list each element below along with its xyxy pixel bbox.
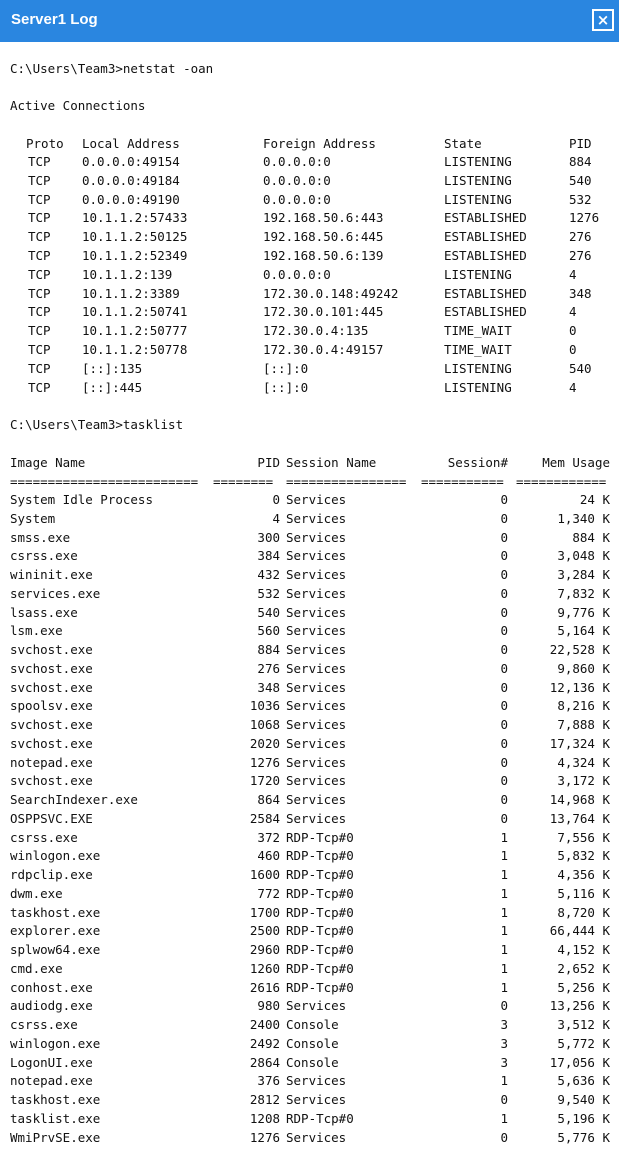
cell-task-pid: 2812 xyxy=(249,1092,280,1107)
header-proto: Proto xyxy=(26,136,64,151)
cell-state: ESTABLISHED xyxy=(444,210,527,226)
cell-session-name: RDP-Tcp#0 xyxy=(286,904,354,920)
cell-pid: 532 xyxy=(569,191,592,207)
cell-session-name: Services xyxy=(286,623,347,639)
cell-pid: 348 xyxy=(569,285,592,301)
cell-session-name: RDP-Tcp#0 xyxy=(286,829,354,845)
header-foreign-address: Foreign Address xyxy=(263,136,376,151)
separator-session-number: =========== xyxy=(421,474,504,489)
cell-mem-usage: 5,116 K xyxy=(557,885,610,901)
cell-task-pid: 4 xyxy=(272,510,280,526)
cell-mem-usage: 3,172 K xyxy=(557,773,610,789)
close-button[interactable] xyxy=(592,9,614,31)
blank-area xyxy=(560,70,612,122)
cell-foreign-address: [::]:0 xyxy=(263,360,309,376)
cell-state: ESTABLISHED xyxy=(444,304,527,320)
cell-session-name: Services xyxy=(286,735,347,751)
cell-task-pid: 376 xyxy=(257,1073,280,1089)
cell-foreign-address: 172.30.0.4:135 xyxy=(263,323,369,339)
header-image-name: Image Name xyxy=(10,455,86,470)
cell-session-number: 0 xyxy=(500,717,508,732)
cell-image-name: conhost.exe xyxy=(10,979,93,995)
cell-proto: TCP xyxy=(28,172,51,188)
cell-local-address: 10.1.1.2:50778 xyxy=(82,342,188,357)
cell-session-name: Services xyxy=(286,1073,347,1089)
cell-foreign-address: 192.168.50.6:445 xyxy=(263,229,384,245)
cell-image-name: System xyxy=(10,510,56,526)
cell-session-name: Services xyxy=(286,567,347,582)
cell-session-number: 0 xyxy=(500,623,508,639)
cell-task-pid: 348 xyxy=(257,679,280,695)
cell-state: TIME_WAIT xyxy=(444,342,512,357)
cell-task-pid: 432 xyxy=(257,567,280,582)
cell-mem-usage: 14,968 K xyxy=(549,792,610,807)
cell-proto: TCP xyxy=(28,360,51,376)
cell-mem-usage: 7,556 K xyxy=(557,829,610,845)
cell-session-number: 0 xyxy=(500,1129,508,1145)
cell-session-number: 0 xyxy=(500,492,508,507)
cell-task-pid: 460 xyxy=(257,848,280,864)
cell-mem-usage: 3,048 K xyxy=(557,548,610,564)
cell-image-name: audiodg.exe xyxy=(10,998,93,1014)
cell-image-name: splwow64.exe xyxy=(10,942,101,957)
cell-image-name: tasklist.exe xyxy=(10,1110,101,1126)
cell-foreign-address: 0.0.0.0:0 xyxy=(263,172,331,188)
cell-image-name: svchost.exe xyxy=(10,660,93,676)
cell-state: LISTENING xyxy=(444,172,512,188)
cell-image-name: notepad.exe xyxy=(10,1073,93,1089)
cell-task-pid: 384 xyxy=(257,548,280,564)
cell-local-address: [::]:135 xyxy=(82,360,143,376)
cell-image-name: explorer.exe xyxy=(10,923,101,939)
cell-mem-usage: 12,136 K xyxy=(549,679,610,695)
cell-mem-usage: 5,256 K xyxy=(557,979,610,995)
cell-mem-usage: 22,528 K xyxy=(549,642,610,657)
cell-image-name: System Idle Process xyxy=(10,492,153,507)
cell-session-number: 0 xyxy=(500,792,508,807)
cell-mem-usage: 9,776 K xyxy=(557,604,610,620)
cell-mem-usage: 884 K xyxy=(572,529,610,545)
cell-image-name: svchost.exe xyxy=(10,773,93,789)
cell-image-name: taskhost.exe xyxy=(10,904,101,920)
cell-pid: 0 xyxy=(569,342,577,357)
cell-mem-usage: 4,152 K xyxy=(557,942,610,957)
cell-image-name: spoolsv.exe xyxy=(10,698,93,714)
cell-image-name: lsm.exe xyxy=(10,623,63,639)
close-icon: × xyxy=(596,11,610,29)
cell-image-name: svchost.exe xyxy=(10,717,93,732)
cell-image-name: csrss.exe xyxy=(10,548,78,564)
cell-session-name: Services xyxy=(286,810,347,826)
cell-session-name: RDP-Tcp#0 xyxy=(286,867,354,882)
cell-local-address: 0.0.0.0:49190 xyxy=(82,191,180,207)
cell-task-pid: 1600 xyxy=(249,867,280,882)
cell-image-name: dwm.exe xyxy=(10,885,63,901)
cell-foreign-address: 0.0.0.0:0 xyxy=(263,191,331,207)
cell-task-pid: 2492 xyxy=(249,1035,280,1051)
cell-image-name: csrss.exe xyxy=(10,829,78,845)
cell-task-pid: 884 xyxy=(257,642,280,657)
cell-task-pid: 1068 xyxy=(249,717,280,732)
cell-image-name: WmiPrvSE.exe xyxy=(10,1129,101,1145)
cell-mem-usage: 8,216 K xyxy=(557,698,610,714)
cell-session-number: 0 xyxy=(500,1092,508,1107)
cell-pid: 276 xyxy=(569,248,592,263)
cell-proto: TCP xyxy=(28,248,51,263)
cell-session-number: 1 xyxy=(500,1110,508,1126)
cell-image-name: svchost.exe xyxy=(10,735,93,751)
cell-mem-usage: 9,540 K xyxy=(557,1092,610,1107)
cell-session-number: 3 xyxy=(500,1017,508,1032)
header-session-number: Session# xyxy=(447,455,508,470)
cell-task-pid: 1276 xyxy=(249,1129,280,1145)
cell-proto: TCP xyxy=(28,323,51,339)
cell-image-name: svchost.exe xyxy=(10,679,93,695)
cell-mem-usage: 4,324 K xyxy=(557,754,610,770)
cell-pid: 4 xyxy=(569,304,577,320)
cell-pid: 540 xyxy=(569,172,592,188)
cell-mem-usage: 7,832 K xyxy=(557,585,610,601)
cell-task-pid: 1260 xyxy=(249,960,280,976)
cell-proto: TCP xyxy=(28,191,51,207)
cell-session-number: 0 xyxy=(500,679,508,695)
cell-task-pid: 276 xyxy=(257,660,280,676)
cell-session-number: 0 xyxy=(500,510,508,526)
cell-session-number: 1 xyxy=(500,1073,508,1089)
cell-local-address: 0.0.0.0:49154 xyxy=(82,154,180,169)
tasklist-command: C:\Users\Team3>tasklist xyxy=(10,417,184,432)
cell-mem-usage: 5,832 K xyxy=(557,848,610,864)
cell-mem-usage: 13,764 K xyxy=(549,810,610,826)
cell-mem-usage: 66,444 K xyxy=(549,923,610,939)
cell-task-pid: 980 xyxy=(257,998,280,1014)
cell-mem-usage: 2,652 K xyxy=(557,960,610,976)
cell-mem-usage: 8,720 K xyxy=(557,904,610,920)
cell-session-name: Services xyxy=(286,585,347,601)
cell-foreign-address: 192.168.50.6:139 xyxy=(263,248,384,263)
cell-session-number: 0 xyxy=(500,773,508,789)
cell-task-pid: 2616 xyxy=(249,979,280,995)
cell-foreign-address: 192.168.50.6:443 xyxy=(263,210,384,226)
cell-state: ESTABLISHED xyxy=(444,285,527,301)
cell-pid: 4 xyxy=(569,379,577,395)
cell-mem-usage: 1,340 K xyxy=(557,510,610,526)
cell-session-number: 3 xyxy=(500,1035,508,1051)
cell-task-pid: 2864 xyxy=(249,1054,280,1070)
header-task-pid: PID xyxy=(257,455,280,470)
cell-pid: 0 xyxy=(569,323,577,339)
cell-session-name: Services xyxy=(286,717,347,732)
header-pid: PID xyxy=(569,136,592,151)
cell-local-address: 10.1.1.2:50777 xyxy=(82,323,188,339)
cell-image-name: OSPPSVC.EXE xyxy=(10,810,93,826)
cell-session-name: Services xyxy=(286,773,347,789)
cell-task-pid: 1208 xyxy=(249,1110,280,1126)
cell-pid: 276 xyxy=(569,229,592,245)
cell-session-name: Console xyxy=(286,1054,339,1070)
cell-session-number: 0 xyxy=(500,548,508,564)
cell-local-address: 10.1.1.2:52349 xyxy=(82,248,188,263)
cell-session-number: 1 xyxy=(500,904,508,920)
cell-local-address: 10.1.1.2:50125 xyxy=(82,229,188,245)
cell-mem-usage: 4,356 K xyxy=(557,867,610,882)
cell-local-address: 10.1.1.2:3389 xyxy=(82,285,180,301)
cell-image-name: svchost.exe xyxy=(10,642,93,657)
cell-session-number: 0 xyxy=(500,585,508,601)
cell-proto: TCP xyxy=(28,342,51,357)
cell-state: ESTABLISHED xyxy=(444,229,527,245)
cell-mem-usage: 24 K xyxy=(579,492,610,507)
cell-mem-usage: 5,636 K xyxy=(557,1073,610,1089)
cell-image-name: lsass.exe xyxy=(10,604,78,620)
cell-session-name: Services xyxy=(286,998,347,1014)
cell-image-name: LogonUI.exe xyxy=(10,1054,93,1070)
cell-image-name: services.exe xyxy=(10,585,101,601)
cell-foreign-address: 0.0.0.0:0 xyxy=(263,266,331,282)
active-connections-heading: Active Connections xyxy=(10,98,146,113)
cell-session-name: Services xyxy=(286,604,347,620)
cell-mem-usage: 3,512 K xyxy=(557,1017,610,1032)
cell-task-pid: 2400 xyxy=(249,1017,280,1032)
cell-task-pid: 532 xyxy=(257,585,280,601)
cell-task-pid: 540 xyxy=(257,604,280,620)
cell-mem-usage: 7,888 K xyxy=(557,717,610,732)
cell-proto: TCP xyxy=(28,285,51,301)
cell-state: LISTENING xyxy=(444,266,512,282)
cell-task-pid: 1036 xyxy=(249,698,280,714)
cell-session-number: 0 xyxy=(500,604,508,620)
cell-session-number: 1 xyxy=(500,885,508,901)
cell-pid: 1276 xyxy=(569,210,600,226)
cell-mem-usage: 5,164 K xyxy=(557,623,610,639)
cell-session-name: RDP-Tcp#0 xyxy=(286,960,354,976)
cell-session-name: Services xyxy=(286,1092,347,1107)
cell-mem-usage: 17,324 K xyxy=(549,735,610,751)
cell-local-address: 10.1.1.2:50741 xyxy=(82,304,188,320)
cell-session-number: 1 xyxy=(500,942,508,957)
cell-state: LISTENING xyxy=(444,154,512,169)
cell-local-address: 10.1.1.2:139 xyxy=(82,266,173,282)
cell-session-number: 0 xyxy=(500,642,508,657)
cell-task-pid: 2500 xyxy=(249,923,280,939)
cell-image-name: SearchIndexer.exe xyxy=(10,792,138,807)
separator-pid: ======== xyxy=(213,474,274,489)
cell-image-name: winlogon.exe xyxy=(10,848,101,864)
cell-session-name: Services xyxy=(286,492,347,507)
cell-mem-usage: 5,196 K xyxy=(557,1110,610,1126)
cell-foreign-address: 172.30.0.101:445 xyxy=(263,304,384,320)
cell-state: ESTABLISHED xyxy=(444,248,527,263)
cell-task-pid: 2020 xyxy=(249,735,280,751)
cell-session-name: Services xyxy=(286,792,347,807)
cell-foreign-address: 0.0.0.0:0 xyxy=(263,154,331,169)
cell-image-name: smss.exe xyxy=(10,529,71,545)
cell-image-name: cmd.exe xyxy=(10,960,63,976)
cell-mem-usage: 17,056 K xyxy=(549,1054,610,1070)
separator-session-name: ================ xyxy=(286,474,407,489)
cell-image-name: wininit.exe xyxy=(10,567,93,582)
cell-session-number: 0 xyxy=(500,660,508,676)
cell-session-number: 1 xyxy=(500,923,508,939)
cell-task-pid: 560 xyxy=(257,623,280,639)
cell-session-name: Services xyxy=(286,698,347,714)
cell-task-pid: 372 xyxy=(257,829,280,845)
cell-session-number: 1 xyxy=(500,979,508,995)
cell-session-number: 0 xyxy=(500,529,508,545)
cell-image-name: notepad.exe xyxy=(10,754,93,770)
header-state: State xyxy=(444,136,482,151)
separator-image-name: ========================= xyxy=(10,474,199,489)
cell-state: LISTENING xyxy=(444,379,512,395)
cell-task-pid: 2584 xyxy=(249,810,280,826)
cell-mem-usage: 5,772 K xyxy=(557,1035,610,1051)
cell-mem-usage: 5,776 K xyxy=(557,1129,610,1145)
cell-task-pid: 1276 xyxy=(249,754,280,770)
cell-session-name: RDP-Tcp#0 xyxy=(286,942,354,957)
cell-proto: TCP xyxy=(28,210,51,226)
cell-image-name: taskhost.exe xyxy=(10,1092,101,1107)
cell-session-number: 1 xyxy=(500,829,508,845)
cell-proto: TCP xyxy=(28,304,51,320)
cell-mem-usage: 9,860 K xyxy=(557,660,610,676)
cell-task-pid: 300 xyxy=(257,529,280,545)
cell-session-number: 3 xyxy=(500,1054,508,1070)
cell-local-address: [::]:445 xyxy=(82,379,143,395)
cell-mem-usage: 13,256 K xyxy=(549,998,610,1014)
cell-local-address: 10.1.1.2:57433 xyxy=(82,210,188,226)
cell-task-pid: 1700 xyxy=(249,904,280,920)
cell-task-pid: 2960 xyxy=(249,942,280,957)
cell-task-pid: 772 xyxy=(257,885,280,901)
cell-task-pid: 0 xyxy=(272,492,280,507)
cell-pid: 4 xyxy=(569,266,577,282)
cell-image-name: rdpclip.exe xyxy=(10,867,93,882)
cell-foreign-address: 172.30.0.148:49242 xyxy=(263,285,399,301)
cell-session-number: 0 xyxy=(500,810,508,826)
cell-session-name: Services xyxy=(286,754,347,770)
cell-session-name: RDP-Tcp#0 xyxy=(286,1110,354,1126)
cell-session-name: Services xyxy=(286,1129,347,1145)
cell-session-name: Services xyxy=(286,642,347,657)
cell-state: LISTENING xyxy=(444,360,512,376)
cell-proto: TCP xyxy=(28,229,51,245)
cell-task-pid: 1720 xyxy=(249,773,280,789)
header-local-address: Local Address xyxy=(82,136,180,151)
cell-proto: TCP xyxy=(28,154,51,169)
cell-session-name: RDP-Tcp#0 xyxy=(286,848,354,864)
cell-session-number: 0 xyxy=(500,754,508,770)
cell-pid: 884 xyxy=(569,154,592,169)
header-session-name: Session Name xyxy=(286,455,377,470)
cell-session-number: 0 xyxy=(500,735,508,751)
cell-session-name: RDP-Tcp#0 xyxy=(286,923,354,939)
cell-state: LISTENING xyxy=(444,191,512,207)
cell-session-name: Services xyxy=(286,510,347,526)
cell-state: TIME_WAIT xyxy=(444,323,512,339)
header-mem-usage: Mem Usage xyxy=(542,455,610,470)
netstat-command: C:\Users\Team3>netstat -oan xyxy=(10,61,214,76)
cell-task-pid: 864 xyxy=(257,792,280,807)
cell-session-name: Services xyxy=(286,529,347,545)
cell-session-name: Services xyxy=(286,660,347,676)
cell-image-name: csrss.exe xyxy=(10,1017,78,1032)
cell-session-number: 1 xyxy=(500,960,508,976)
cell-session-name: RDP-Tcp#0 xyxy=(286,885,354,901)
cell-session-number: 1 xyxy=(500,867,508,882)
cell-session-number: 1 xyxy=(500,848,508,864)
cell-foreign-address: 172.30.0.4:49157 xyxy=(263,342,384,357)
cell-session-name: Services xyxy=(286,679,347,695)
window-title: Server1 Log xyxy=(11,11,98,28)
cell-session-number: 0 xyxy=(500,698,508,714)
cell-session-name: RDP-Tcp#0 xyxy=(286,979,354,995)
cell-session-number: 0 xyxy=(500,567,508,582)
title-bar xyxy=(0,0,619,42)
cell-session-name: Services xyxy=(286,548,347,564)
cell-session-name: Console xyxy=(286,1017,339,1032)
cell-pid: 540 xyxy=(569,360,592,376)
cell-session-name: Console xyxy=(286,1035,339,1051)
cell-image-name: winlogon.exe xyxy=(10,1035,101,1051)
separator-mem-usage: ============ xyxy=(516,474,607,489)
cell-foreign-address: [::]:0 xyxy=(263,379,309,395)
cell-mem-usage: 3,284 K xyxy=(557,567,610,582)
cell-local-address: 0.0.0.0:49184 xyxy=(82,172,180,188)
cell-proto: TCP xyxy=(28,266,51,282)
cell-session-number: 0 xyxy=(500,998,508,1014)
cell-proto: TCP xyxy=(28,379,51,395)
